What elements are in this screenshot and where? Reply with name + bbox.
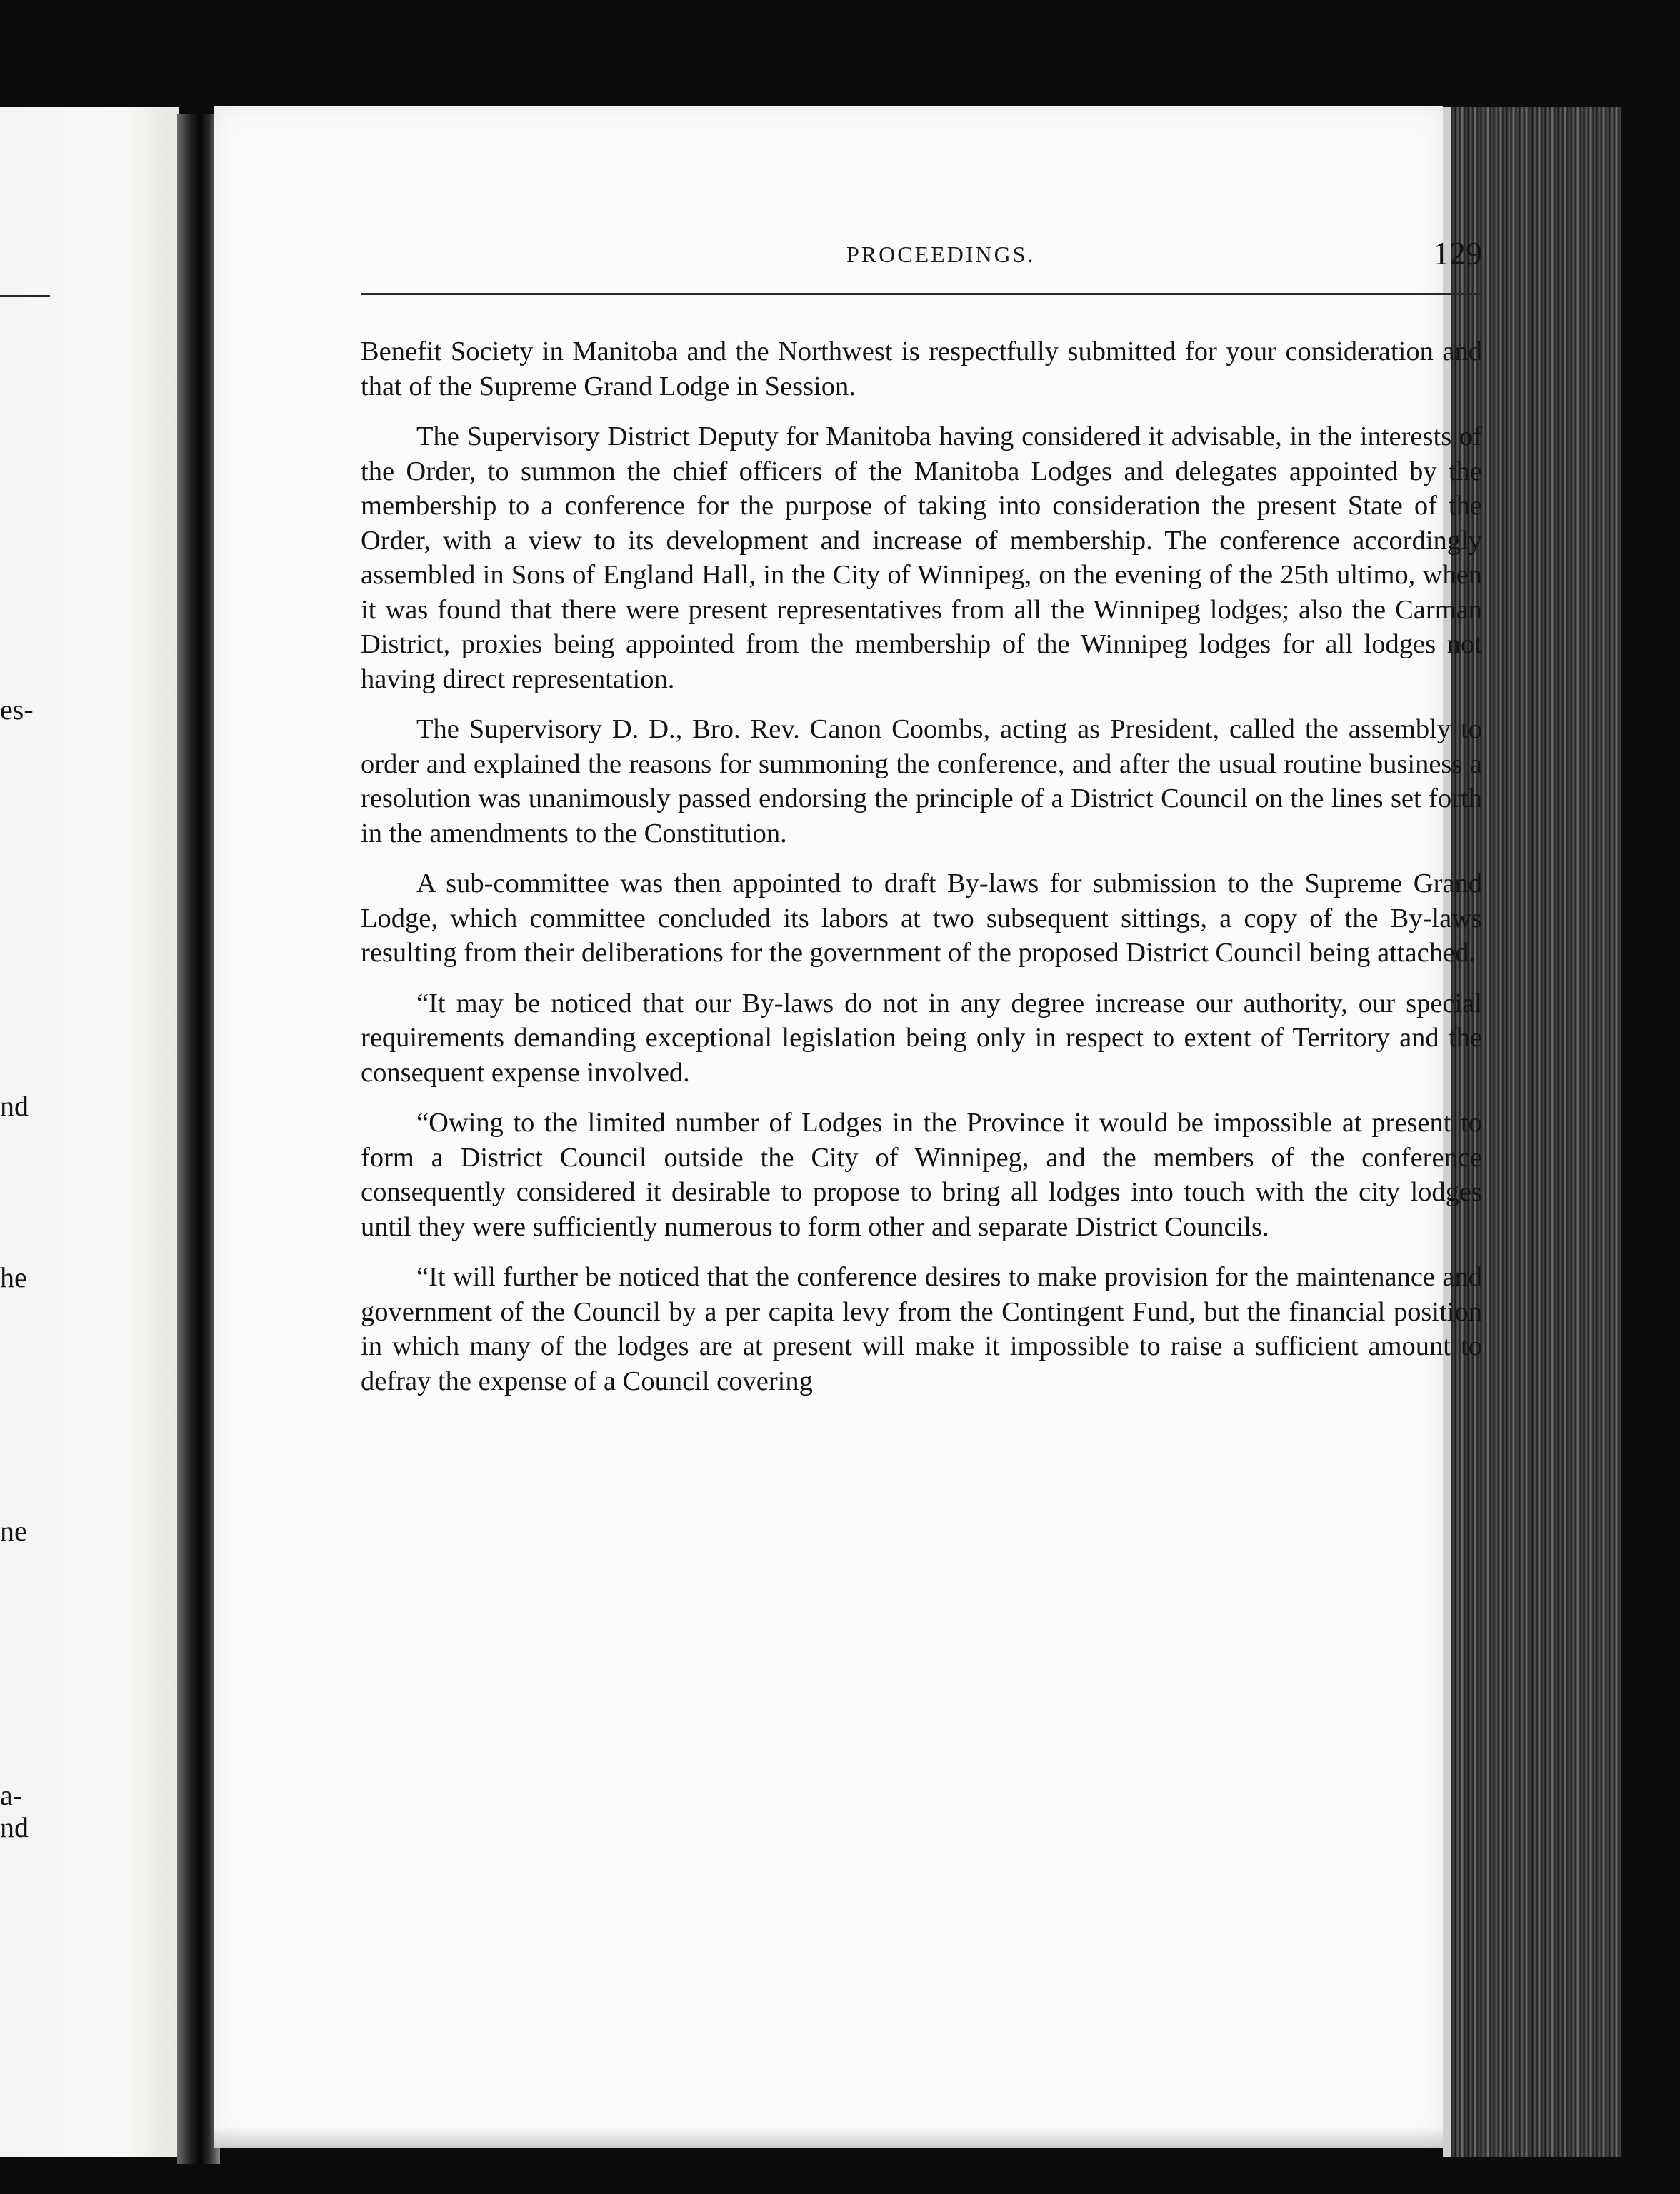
running-head-title: PROCEEDINGS. [846,241,1036,267]
paragraph: Benefit Society in Manitoba and the Northwest is respectfully submitted for your consideration and that of the Supreme Grand Lodge in Session. [361,336,1482,401]
paragraph: The Supervisory D. D., Bro. Rev. Canon Coombs, acting as President, called the assembly to order and explained the reasons for summoning the conference, and after the usual routine business a resolution was unanimously passed endorsing the principle of a District Council on the lines set forth in the amendments to the Constitution. [361,714,1482,848]
left-page [0,107,179,2157]
paragraph: “It will further be noticed that the conference desires to make provision for the maintenance and government of the Council by a per capita levy from the Contingent Fund, but the financial position in which many of the lodges are at present will make it impossible to raise a sufficient amount to defray the expense of a Council covering [361,1262,1482,1396]
body-text [361,334,1482,1414]
head-rule [361,293,1482,295]
paragraph: A sub-committee was then appointed to draft By-laws for submission to the Supreme Grand Lodge, which committee concluded its labors at two subsequent sittings, a copy of the By-laws resulting from their deliberations for the government of the proposed District Council being attached. [361,868,1482,968]
left-page-fragment: he [0,1261,27,1293]
page-number: 129 [1433,235,1482,271]
page-bottom-shade [214,2127,1443,2148]
paragraph: “Owing to the limited number of Lodges in the Province it would be impossible at present to form a District Council outside the City of Winnipeg, and the members of the conference consequently considered it desirable to propose to bring all lodges into touch with the city lodges until they were sufficiently numerous to form other and separate District Councils. [361,1108,1482,1242]
running-head [361,235,1482,284]
paragraph: The Supervisory District Deputy for Manitoba having considered it advisable, in the interests of the Order, to summon the chief officers of the Manitoba Lodges and delegates appointed by the membership to a conference for the purpose of taking into consideration the present State of the Order, with a view to its development and increase of membership. The conference accordingly assembled in Sons of England Hall, in the City of Winnipeg, on the evening of the 25th ultimo, when it was found that there were present representatives from all the Winnipeg lodges; also the Carman District, proxies being appointed from the membership of the Winnipeg lodges for all lodges not having direct representation. [361,421,1482,694]
paragraph: “It may be noticed that our By-laws do not in any degree increase our authority, our special requirements demanding exceptional legislation being only in respect to extent of Territory and the consequent expense involved. [361,988,1482,1088]
left-page-fragment: nd [0,1811,29,1843]
left-page-fragment: es- [0,693,34,726]
left-page-fragment: a- [0,1779,23,1811]
left-page-fragment: nd [0,1090,29,1122]
left-page-fragment: ne [0,1515,27,1547]
left-page-rule [0,295,50,297]
book-gutter [177,114,220,2164]
book-page [214,106,1482,2148]
